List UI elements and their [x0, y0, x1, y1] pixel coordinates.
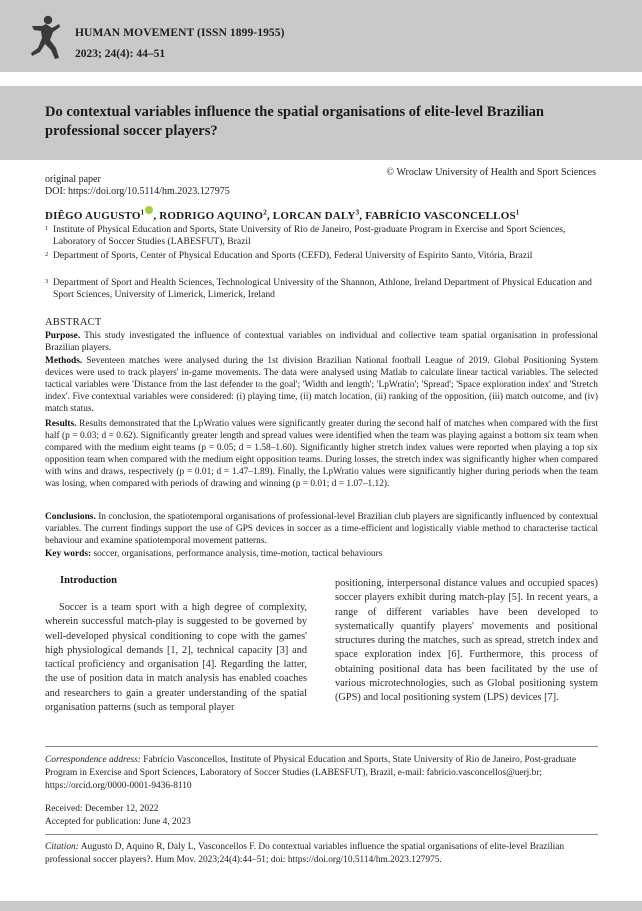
footer-band [0, 901, 642, 911]
divider [45, 834, 598, 835]
keywords-label: Key words: [45, 549, 92, 559]
author-name: DIÊGO AUGUSTO [45, 210, 141, 222]
journal-logo-icon [28, 14, 62, 60]
journal-issue: 2023; 24(4): 44–51 [75, 48, 166, 60]
methods-label: Methods. [45, 356, 83, 366]
body-column-left [45, 573, 307, 715]
affiliation-item [45, 250, 600, 262]
author-affiliation-number: 1 [515, 208, 520, 217]
conclusions-text: In conclusion, the spatiotemporal organisations of professional-level Brazilian club players are significantly influenced by contextual variables. The current findings support the use of GPS devices in soccer as a time-efficient and logistically viable method to characterise tactical behaviour and examine spatiotemporal movement patterns. [45, 512, 598, 546]
author-affiliation-number: 2 [263, 208, 267, 217]
affiliation-text: Institute of Physical Education and Sports, State University of Rio de Janeiro, Post-graduate Program in Exercise and Sport Sciences, Laboratory of Soccer Studies (LABESFUT), Brazil [53, 224, 566, 248]
affiliation-number: 3 [45, 278, 49, 285]
orcid-icon[interactable] [145, 206, 153, 214]
citation [45, 841, 598, 867]
abstract-results [45, 419, 598, 490]
methods-text: Seventeen matches were analysed during the 1st division Brazilian National football League of 2019. Global Positioning System devices were used to track players' in-game movements. The data were analysed using Matlab to calculate linear tactical variables. The selected tactical variables were 'Distance from the last defender to the goal'; 'Width and length'; 'LpWratio'; 'Spread'; 'Space exploration index' and 'Stretch index'. Five contextual variables were considered: (i) playing time, (ii) match location, (ii) ranking of the opposition, (iii) match outcome, and (iv) match status. [45, 356, 599, 414]
body-paragraph: positioning, interpersonal distance values and occupied spaces) soccer players exhibit during match-play [5]. In recent years, a range of different variables have been developed to systematically quantify players' movements and positional structures during the matches, such as spread, stretch index and space exploration index [6]. Furthermore, this process of obtaining positional data has been facilitated by the use of various microtechnologies, such as Global positioning system (GPS) and local positioning system (LPS) devices [7]. [335, 578, 598, 704]
abstract-keywords [45, 549, 598, 561]
correspondence-label: Correspondence address: [45, 755, 141, 765]
divider [45, 746, 598, 747]
results-text: Results demonstrated that the LpWratio values were significantly greater during the second half of matches when compared with the first half (p = 0.03; d = 0.62). Significantly greater length and spread values were identified when the team was playing against a bottom six team when compared with the medium eight teams (p = 0.05; d = 1.58–1.60). Significantly higher stretch index values were reported when playing a top six opposition team when compared with the medium eight opposition teams. During losses, the stretch index was significantly higher when compared with wins and draws, respectively (p = 0.01; d = 1.47–1.89). Finally, the LpWratio values were significantly higher during periods when the team was losing, when compared with periods of drawing and winning (p = 0.01; d = 1.07–1.12). [45, 419, 598, 489]
affiliation-text: Department of Sport and Health Sciences, Technological University of the Shannon, Athlone, Ireland Department of Physical Education and Sport Sciences, University of Limerick, Limerick, Ireland [53, 277, 592, 301]
affiliation-number: 1 [45, 225, 49, 232]
conclusions-label: Conclusions. [45, 512, 96, 522]
results-label: Results. [45, 419, 77, 429]
received-date: Received: December 12, 2022 [45, 804, 159, 814]
citation-label: Citation: [45, 842, 79, 852]
abstract-methods [45, 356, 598, 416]
abstract-heading: ABSTRACT [45, 317, 102, 328]
accepted-date: Accepted for publication: June 4, 2023 [45, 816, 191, 827]
citation-text: Augusto D, Aquino R, Daly L, Vasconcellos F. Do contextual variables influence the spatial organisations of elite-level Brazilian professional soccer players?. Hum Mov. 2023;24(4):44–51; doi: https://doi.org/10.5114/hm.2023.127975. [45, 842, 565, 865]
correspondence-text: Fabrício Vasconcellos, Institute of Physical Education and Sports, State University of Rio de Janeiro, Post-graduate Program in Exercise and Sport Sciences, Laboratory of Soccer Studies (LABESFUT), Brazil, e-mail: fabricio.vasconcellos@uerj.br; https://orcid.org/0000-0001-9436-8110 [45, 755, 577, 791]
purpose-label: Purpose. [45, 331, 81, 341]
author-name: FABRÍCIO VASCONCELLOS [365, 210, 516, 222]
keywords-text: soccer, organisations, performance analysis, time-motion, tactical behaviours [93, 549, 383, 559]
author-list: DIÊGO AUGUSTO$^1$ , RODRIGO AQUINO$^2$, LORCAN DALY$^3$, FABRÍCIO VASCONCELLOS$^1$ [45, 206, 520, 222]
author-name: LORCAN DALY [272, 210, 356, 222]
publication-dates [45, 803, 191, 829]
doi-link[interactable]: DOI: https://doi.org/10.5114/hm.2023.127975 [45, 186, 230, 197]
affiliation-number: 2 [45, 251, 49, 258]
affiliation-item [45, 277, 600, 302]
copyright-notice: © Wroclaw University of Health and Sport Sciences [386, 167, 596, 178]
body-paragraph: Soccer is a team sport with a high degree of complexity, wherein successful match-play is suggested to be governed by well-developed physical conditioning to cope with the games' high physiological demands [1, 2], technical capacity [3] and tactical proficiency and organisation [4]. Regarding the latter, the use of position data in match analysis has enabled coaches and researchers to gain a greater understanding of the spatial organisation patterns (such as temporal player [45, 602, 307, 714]
author-name: RODRIGO AQUINO [159, 210, 264, 222]
affiliation-item [45, 224, 600, 249]
author-affiliation-number: 3 [355, 208, 360, 217]
introduction-heading: Introduction [60, 575, 117, 586]
body-column-right [335, 577, 598, 706]
article-title: Do contextual variables influence the spatial organisations of elite-level Brazilian professional soccer players? [45, 104, 544, 139]
journal-name: HUMAN MOVEMENT (ISSN 1899-1955) [75, 27, 285, 39]
affiliation-text: Department of Sports, Center of Physical Education and Sports (CEFD), Federal University of Espírito Santo, Vitória, Brazil [53, 250, 533, 261]
abstract-conclusions [45, 512, 598, 548]
purpose-text: This study investigated the influence of contextual variables on individual and collective team spatial organisation in professional Brazilian players. [45, 331, 598, 353]
abstract-purpose [45, 331, 598, 355]
author-affiliation-number: 1 [140, 208, 145, 217]
paper-type: original paper [45, 174, 101, 185]
correspondence-address [45, 754, 598, 792]
